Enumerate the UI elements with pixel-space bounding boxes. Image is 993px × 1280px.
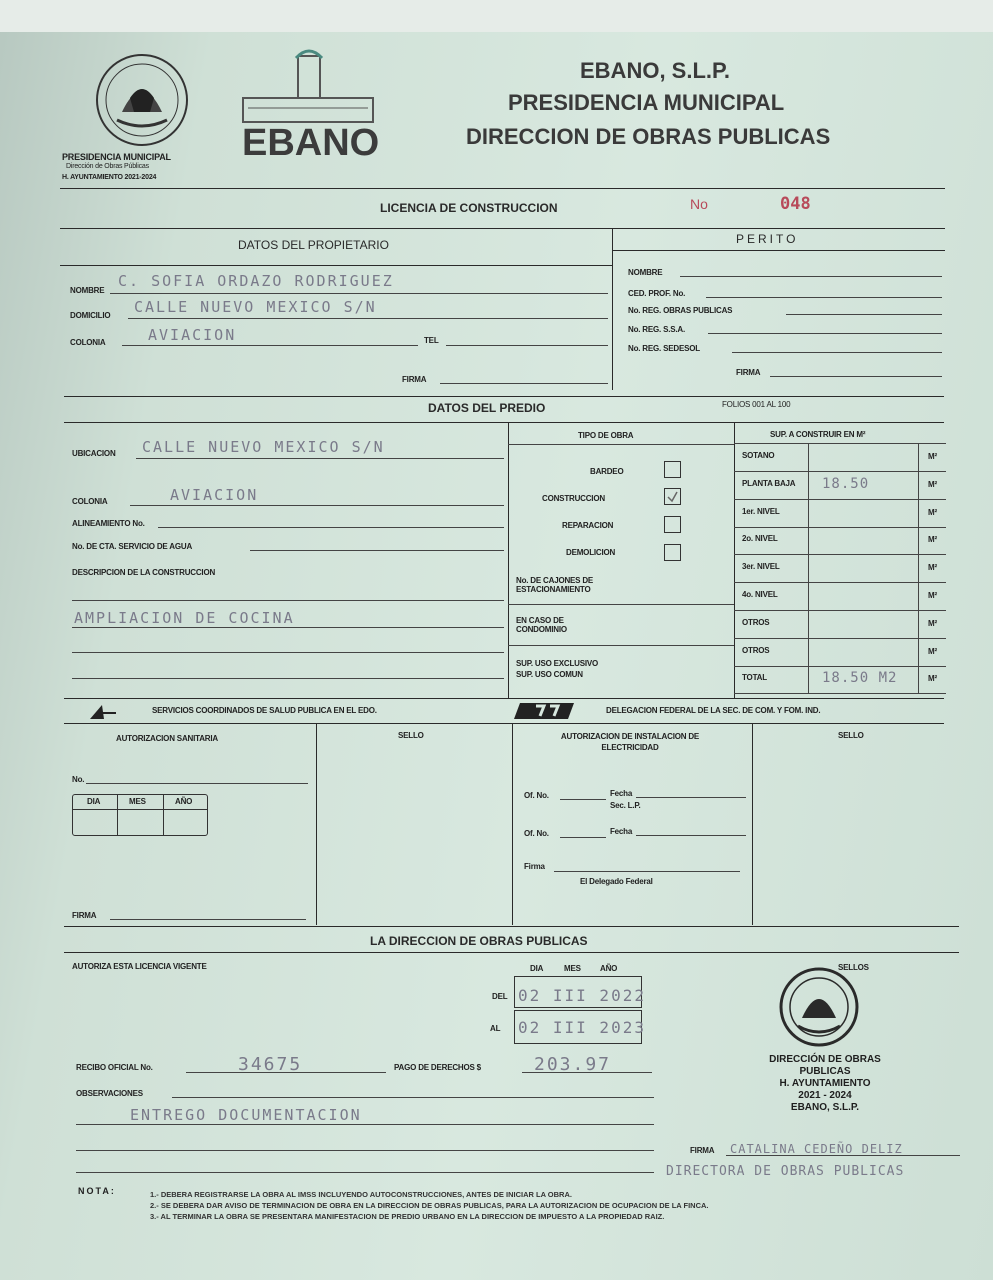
sanitaria-firma-label: FIRMA	[72, 911, 97, 920]
predio-section-title: DATOS DEL PREDIO	[428, 401, 546, 415]
electrica-of2-label: Of. No.	[524, 829, 549, 838]
direccion-firma-value: CATALINA CEDEÑO DELIZ	[730, 1142, 903, 1156]
superficie-col-divider	[918, 610, 919, 638]
sanitaria-mes: MES	[129, 797, 146, 806]
superficie-row-label: PLANTA BAJA	[742, 479, 796, 488]
predio-colonia-value: AVIACION	[170, 486, 259, 504]
sup-comun-label: SUP. USO COMUN	[516, 670, 583, 679]
superficie-col-divider	[918, 526, 919, 554]
superficie-row-value: 18.50	[822, 476, 870, 492]
electrica-fecha2-label: Fecha	[610, 827, 633, 836]
observaciones-value: ENTREGO DOCUMENTACION	[130, 1106, 362, 1124]
superficie-row	[734, 471, 946, 500]
official-stamp-text	[740, 1054, 910, 1114]
sanitaria-dia: DIA	[87, 797, 101, 806]
superficie-row-label: 3er. NIVEL	[742, 562, 780, 571]
license-title: LICENCIA DE CONSTRUCCION	[380, 201, 558, 215]
vigencia-mes: MES	[564, 964, 581, 973]
sanitaria-anio: AÑO	[175, 797, 193, 806]
logo-text: EBANO	[242, 122, 380, 164]
vigencia-del-value: 02 III 2022	[518, 986, 646, 1005]
superficie-row-unit: M²	[928, 535, 937, 544]
superficie-row-label: TOTAL	[742, 673, 767, 682]
owner-colonia-label: COLONIA	[70, 338, 106, 347]
left-caption-2: Dirección de Obras Públicas	[66, 163, 149, 170]
superficie-row	[734, 526, 946, 555]
perito-firma-label: FIRMA	[736, 368, 761, 377]
superficie-col-divider	[918, 443, 919, 471]
stamp-line-1: DIRECCIÓN DE OBRAS	[769, 1054, 881, 1065]
superficie-row-unit: M²	[928, 619, 937, 628]
predio-colonia-label: COLONIA	[72, 497, 108, 506]
superficie-col-divider	[918, 499, 919, 527]
sellos-label: SELLOS	[838, 963, 869, 972]
superficie-col-divider	[918, 554, 919, 582]
secofi-logo-icon	[514, 701, 576, 721]
superficie-row-label: SOTANO	[742, 451, 775, 460]
superficie-row	[734, 582, 946, 611]
perito-nombre-label: NOMBRE	[628, 268, 663, 277]
electrica-firma-label: Firma	[524, 862, 545, 871]
owner-colonia-value: AVIACION	[148, 326, 237, 344]
superficie-col-divider	[918, 638, 919, 666]
vigencia-anio: AÑO	[600, 964, 618, 973]
note-1: 1.- DEBERA REGISTRARSE LA OBRA AL IMSS INCLUYENDO AUTOCONSTRUCCIONES, ANTES DE INICIAR LA OBRA.	[150, 1190, 572, 1199]
superficie-col-divider	[918, 471, 919, 499]
salud-agency-label: SERVICIOS COORDINADOS DE SALUD PUBLICA EN EL EDO.	[152, 706, 377, 715]
observaciones-label: OBSERVACIONES	[76, 1089, 143, 1098]
superficie-row-unit: M²	[928, 647, 937, 656]
perito-ced-label: CED. PROF. No.	[628, 289, 686, 298]
superficie-col-divider	[808, 443, 809, 471]
sup-exclusivo-label: SUP. USO EXCLUSIVO	[516, 659, 599, 668]
vigencia-dia: DIA	[530, 964, 544, 973]
cajones-label: No. DE CAJONES DE ESTACIONAMIENTO	[516, 576, 594, 594]
superficie-col-divider	[808, 499, 809, 527]
direccion-firma-role: DIRECTORA DE OBRAS PUBLICAS	[666, 1164, 905, 1179]
tipo-construccion-checkbox[interactable]	[664, 488, 681, 505]
superficie-row-unit: M²	[928, 452, 937, 461]
superficie-row	[734, 554, 946, 583]
superficie-row	[734, 665, 946, 694]
owner-signature-label: FIRMA	[402, 375, 427, 384]
superficie-row-unit: M²	[928, 591, 937, 600]
left-caption-3: H. AYUNTAMIENTO 2021-2024	[62, 174, 157, 181]
tipo-reparacion-checkbox[interactable]	[664, 516, 681, 533]
license-number-label: No	[690, 196, 708, 212]
stamp-line-5: EBANO, S.L.P.	[790, 1102, 860, 1113]
direccion-title: LA DIRECCION DE OBRAS PUBLICAS	[370, 934, 588, 948]
electrica-delegado-label: El Delegado Federal	[580, 877, 653, 886]
perito-reg-sedesol-label: No. REG. SEDESOL	[628, 344, 700, 353]
superficie-row-label: OTROS	[742, 618, 770, 627]
background-strip	[0, 0, 993, 32]
electrica-sec-label: Sec. L.P.	[610, 801, 641, 810]
superficie-col-divider	[808, 665, 809, 693]
condominio-label: EN CASO DE CONDOMINIO	[516, 616, 567, 634]
header-city: EBANO, S.L.P.	[580, 58, 730, 83]
superficie-row-unit: M²	[928, 674, 937, 683]
sanitaria-no-label: No.	[72, 775, 85, 784]
superficie-col-divider	[808, 610, 809, 638]
sello-2-label: SELLO	[838, 731, 864, 740]
pago-value: 203.97	[534, 1054, 612, 1075]
direccion-firma-label: FIRMA	[690, 1146, 715, 1155]
superficie-row-unit: M²	[928, 563, 937, 572]
vigencia-al-value: 02 III 2023	[518, 1018, 646, 1037]
left-caption-1: PRESIDENCIA MUNICIPAL	[62, 152, 171, 162]
superficie-row-label: OTROS	[742, 646, 770, 655]
stamp-line-4: 2021 - 2024	[798, 1090, 852, 1101]
superficie-row	[734, 443, 946, 472]
stamp-line-3: H. AYUNTAMIENTO	[779, 1078, 871, 1089]
superficie-col-divider	[808, 638, 809, 666]
tipo-bardeo-label: BARDEO	[590, 467, 624, 476]
sanitaria-date-box	[72, 794, 208, 836]
superficie-title: SUP. A CONSTRUIR EN M²	[770, 430, 866, 439]
delegacion-agency-label: DELEGACION FEDERAL DE LA SEC. DE COM. Y FOM. IND.	[606, 706, 821, 715]
autoriza-label: AUTORIZA ESTA LICENCIA VIGENTE	[72, 962, 207, 971]
owner-name-value: C. SOFIA ORDAZO RODRIGUEZ	[118, 272, 394, 290]
header-presidency: PRESIDENCIA MUNICIPAL	[508, 90, 785, 115]
owner-name-label: NOMBRE	[70, 286, 105, 295]
owner-address-label: DOMICILIO	[70, 311, 111, 320]
perito-reg-ssa-label: No. REG. S.S.A.	[628, 325, 686, 334]
superficie-col-divider	[808, 471, 809, 499]
perito-reg-obras-label: No. REG. OBRAS PUBLICAS	[628, 306, 733, 315]
tipo-bardeo-checkbox[interactable]	[664, 461, 681, 478]
superficie-row-label: 2o. NIVEL	[742, 534, 778, 543]
salud-logo-icon	[88, 703, 118, 721]
superficie-row	[734, 638, 946, 667]
note-2: 2.- SE DEBERA DAR AVISO DE TERMINACION DE OBRA EN LA DIRECCION DE OBRAS PUBLICAS, PARA LA AUTORIZACION DE OCUPACION DE LA FINCA.	[150, 1201, 709, 1210]
superficie-col-divider	[808, 582, 809, 610]
owner-tel-label: TEL	[424, 336, 439, 345]
superficie-row-unit: M²	[928, 508, 937, 517]
tipo-demolicion-checkbox[interactable]	[664, 544, 681, 561]
ebano-building-logo-icon	[238, 46, 378, 126]
owner-section-title: DATOS DEL PROPIETARIO	[238, 238, 389, 252]
recibo-value: 34675	[238, 1054, 303, 1075]
electrica-of1-label: Of. No.	[524, 791, 549, 800]
vigencia-al-label: AL	[490, 1024, 501, 1033]
superficie-col-divider	[808, 526, 809, 554]
superficie-row	[734, 610, 946, 639]
predio-descripcion-label: DESCRIPCION DE LA CONSTRUCCION	[72, 568, 216, 577]
perito-section-title: PERITO	[736, 232, 799, 246]
tipo-reparacion-label: REPARACION	[562, 521, 614, 530]
superficie-col-divider	[918, 665, 919, 693]
sello-1-label: SELLO	[398, 731, 424, 740]
superficie-row-value: 18.50 M2	[822, 670, 898, 686]
stamp-line-2: PUBLICAS	[799, 1066, 851, 1077]
tipo-obra-title: TIPO DE OBRA	[578, 431, 634, 440]
header-department: DIRECCION DE OBRAS PUBLICAS	[466, 124, 831, 149]
superficie-row-label: 4o. NIVEL	[742, 590, 778, 599]
predio-ubicacion-value: CALLE NUEVO MEXICO S/N	[142, 438, 385, 456]
official-stamp-seal-icon	[778, 966, 860, 1048]
superficie-row-label: 1er. NIVEL	[742, 507, 780, 516]
owner-address-value: CALLE NUEVO MEXICO S/N	[134, 298, 377, 316]
tipo-construccion-label: CONSTRUCCION	[542, 494, 605, 503]
electrica-fecha1-label: Fecha	[610, 789, 633, 798]
predio-alineamiento-label: ALINEAMIENTO No.	[72, 519, 145, 528]
vigencia-del-label: DEL	[492, 992, 508, 1001]
recibo-label: RECIBO OFICIAL No.	[76, 1063, 153, 1072]
note-3: 3.- AL TERMINAR LA OBRA SE PRESENTARA MANIFESTACION DE PREDIO URBANO EN LA DIRECCION DE IMPUESTO A LA PROPIEDAD RAIZ.	[150, 1212, 665, 1221]
superficie-row-unit: M²	[928, 480, 937, 489]
sanitaria-title: AUTORIZACION SANITARIA	[116, 734, 218, 743]
electrica-title: AUTORIZACION DE INSTALACION DE ELECTRICIDAD	[560, 732, 700, 752]
folios-label: FOLIOS 001 AL 100	[722, 400, 791, 409]
license-number: 048	[780, 194, 811, 214]
notes-label: NOTA:	[78, 1186, 116, 1196]
predio-agua-label: No. DE CTA. SERVICIO DE AGUA	[72, 542, 193, 551]
national-seal-icon	[92, 50, 192, 150]
superficie-row	[734, 499, 946, 528]
pago-label: PAGO DE DERECHOS $	[394, 1063, 481, 1072]
predio-descripcion-value: AMPLIACION DE COCINA	[74, 609, 295, 627]
predio-ubicacion-label: UBICACION	[72, 449, 116, 458]
superficie-col-divider	[918, 582, 919, 610]
tipo-demolicion-label: DEMOLICION	[566, 548, 616, 557]
superficie-col-divider	[808, 554, 809, 582]
